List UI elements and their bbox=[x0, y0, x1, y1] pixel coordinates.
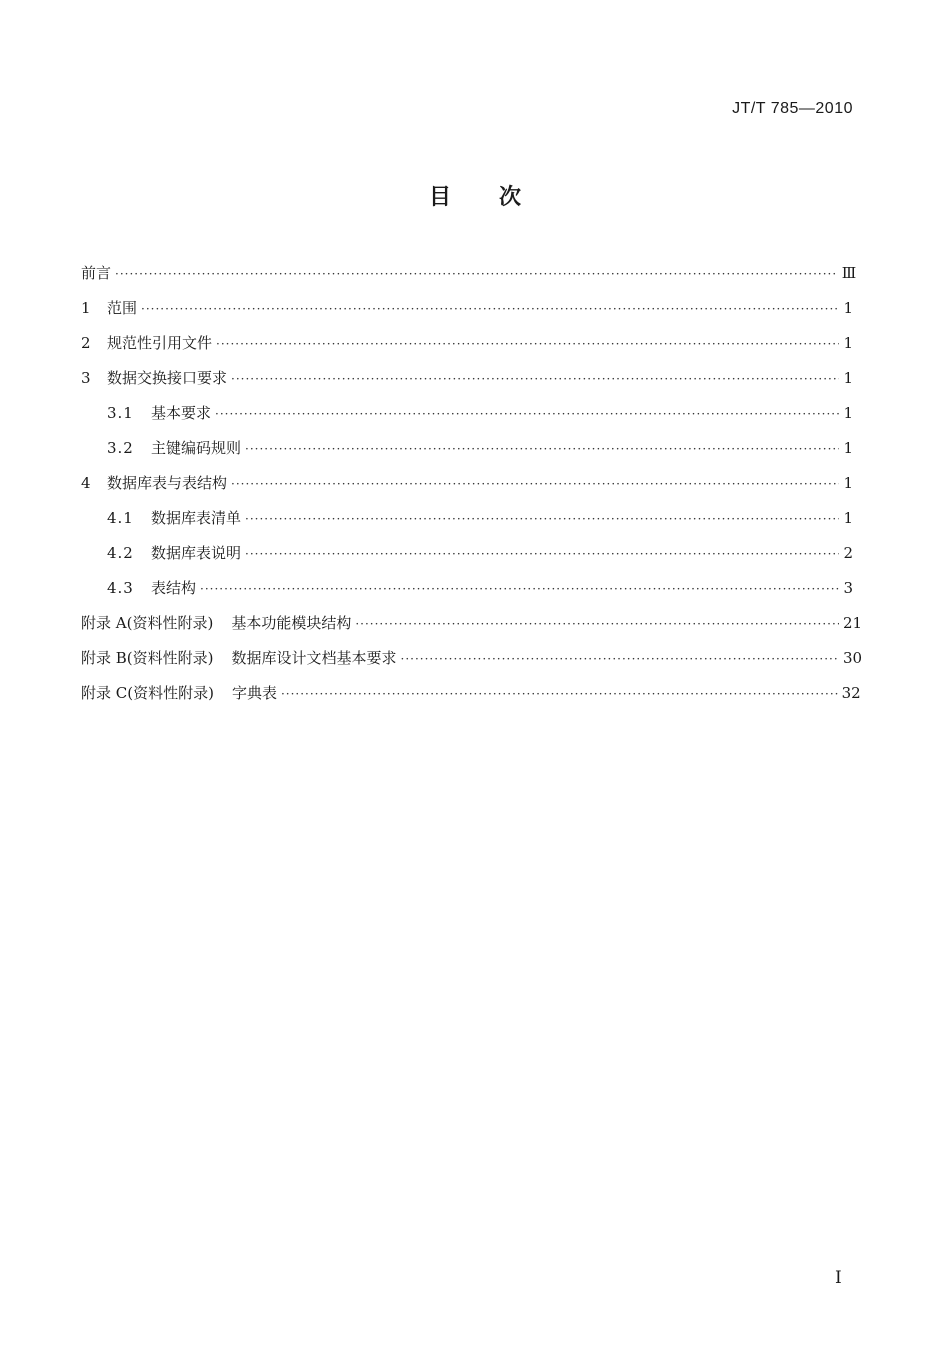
toc-entry bbox=[81, 256, 857, 291]
toc-entry-label: 数据库设计文档基本要求 bbox=[231, 649, 397, 667]
toc-entry-appendix: 附录 B(资料性附录) bbox=[81, 649, 214, 667]
toc-entry-label: 基本功能模块结构 bbox=[231, 614, 352, 632]
toc-entry bbox=[81, 431, 853, 466]
toc-entry-label: 字典表 bbox=[231, 684, 277, 702]
toc-entry-page: 1 bbox=[843, 509, 853, 527]
toc-entry-page: 1 bbox=[843, 299, 853, 317]
toc-entry-page: 30 bbox=[843, 649, 863, 667]
toc-entry-number: 3 bbox=[81, 369, 91, 387]
dot-leader bbox=[355, 607, 839, 642]
toc-entry bbox=[81, 571, 853, 606]
toc-entry-number: 4.2 bbox=[107, 544, 134, 562]
toc-entry bbox=[81, 641, 863, 676]
toc-entry-appendix: 附录 A(资料性附录) bbox=[81, 614, 214, 632]
toc-entry-label: 数据库表清单 bbox=[151, 509, 242, 527]
toc-entry-number: 3.2 bbox=[107, 439, 134, 457]
dot-leader bbox=[231, 467, 839, 502]
dot-leader bbox=[141, 292, 839, 327]
toc-entry-page: 1 bbox=[843, 474, 853, 492]
toc-entry-label: 主键编码规则 bbox=[151, 439, 242, 457]
toc-entry-label: 规范性引用文件 bbox=[107, 334, 213, 352]
toc-entry bbox=[81, 396, 853, 431]
toc-entry-appendix: 附录 C(资料性附录) bbox=[81, 684, 214, 702]
toc-entry-page: 1 bbox=[843, 439, 853, 457]
toc-entry bbox=[81, 501, 853, 536]
toc-entry-number: 4.3 bbox=[107, 579, 134, 597]
toc-entry-number: 2 bbox=[81, 334, 91, 352]
toc-entry bbox=[81, 606, 863, 641]
toc-entry-number: 3.1 bbox=[107, 404, 134, 422]
page-number: I bbox=[835, 1268, 842, 1288]
dot-leader bbox=[216, 327, 839, 362]
dot-leader bbox=[215, 397, 839, 432]
toc-entry-label: 数据交换接口要求 bbox=[107, 369, 228, 387]
toc-entry-label: 范围 bbox=[107, 299, 138, 317]
toc-entry bbox=[81, 326, 853, 361]
standard-code: JT/T 785—2010 bbox=[732, 100, 853, 117]
toc-entry-label: 基本要求 bbox=[151, 404, 212, 422]
toc-entry-number: 1 bbox=[81, 299, 91, 317]
toc-entry-page: 21 bbox=[843, 614, 863, 632]
dot-leader bbox=[245, 432, 839, 467]
toc-entry bbox=[81, 291, 853, 326]
toc-entry-page: 32 bbox=[841, 684, 861, 702]
toc-entry bbox=[81, 466, 853, 501]
toc-entry-page: 2 bbox=[843, 544, 853, 562]
toc-entry-label: 数据库表与表结构 bbox=[107, 474, 228, 492]
toc-entry bbox=[81, 536, 853, 571]
dot-leader bbox=[200, 572, 839, 607]
toc-entry bbox=[81, 361, 853, 396]
toc-entry-page: Ⅲ bbox=[841, 264, 857, 282]
dot-leader bbox=[281, 677, 838, 712]
toc-entry-label: 前言 bbox=[81, 264, 112, 282]
dot-leader bbox=[115, 257, 838, 292]
dot-leader bbox=[245, 502, 839, 537]
toc-entry-page: 1 bbox=[843, 404, 853, 422]
dot-leader bbox=[245, 537, 839, 572]
page-title: 目次 bbox=[428, 185, 569, 210]
toc-entry-number: 4 bbox=[81, 474, 91, 492]
toc-entry-page: 1 bbox=[843, 369, 853, 387]
toc-entry-label: 数据库表说明 bbox=[151, 544, 242, 562]
toc-entry-label: 表结构 bbox=[151, 579, 197, 597]
dot-leader bbox=[401, 642, 839, 677]
toc-entry-number: 4.1 bbox=[107, 509, 134, 527]
dot-leader bbox=[231, 362, 839, 397]
toc-entry-page: 1 bbox=[843, 334, 853, 352]
table-of-contents bbox=[81, 256, 863, 711]
toc-entry-page: 3 bbox=[843, 579, 853, 597]
toc-entry bbox=[81, 676, 861, 711]
